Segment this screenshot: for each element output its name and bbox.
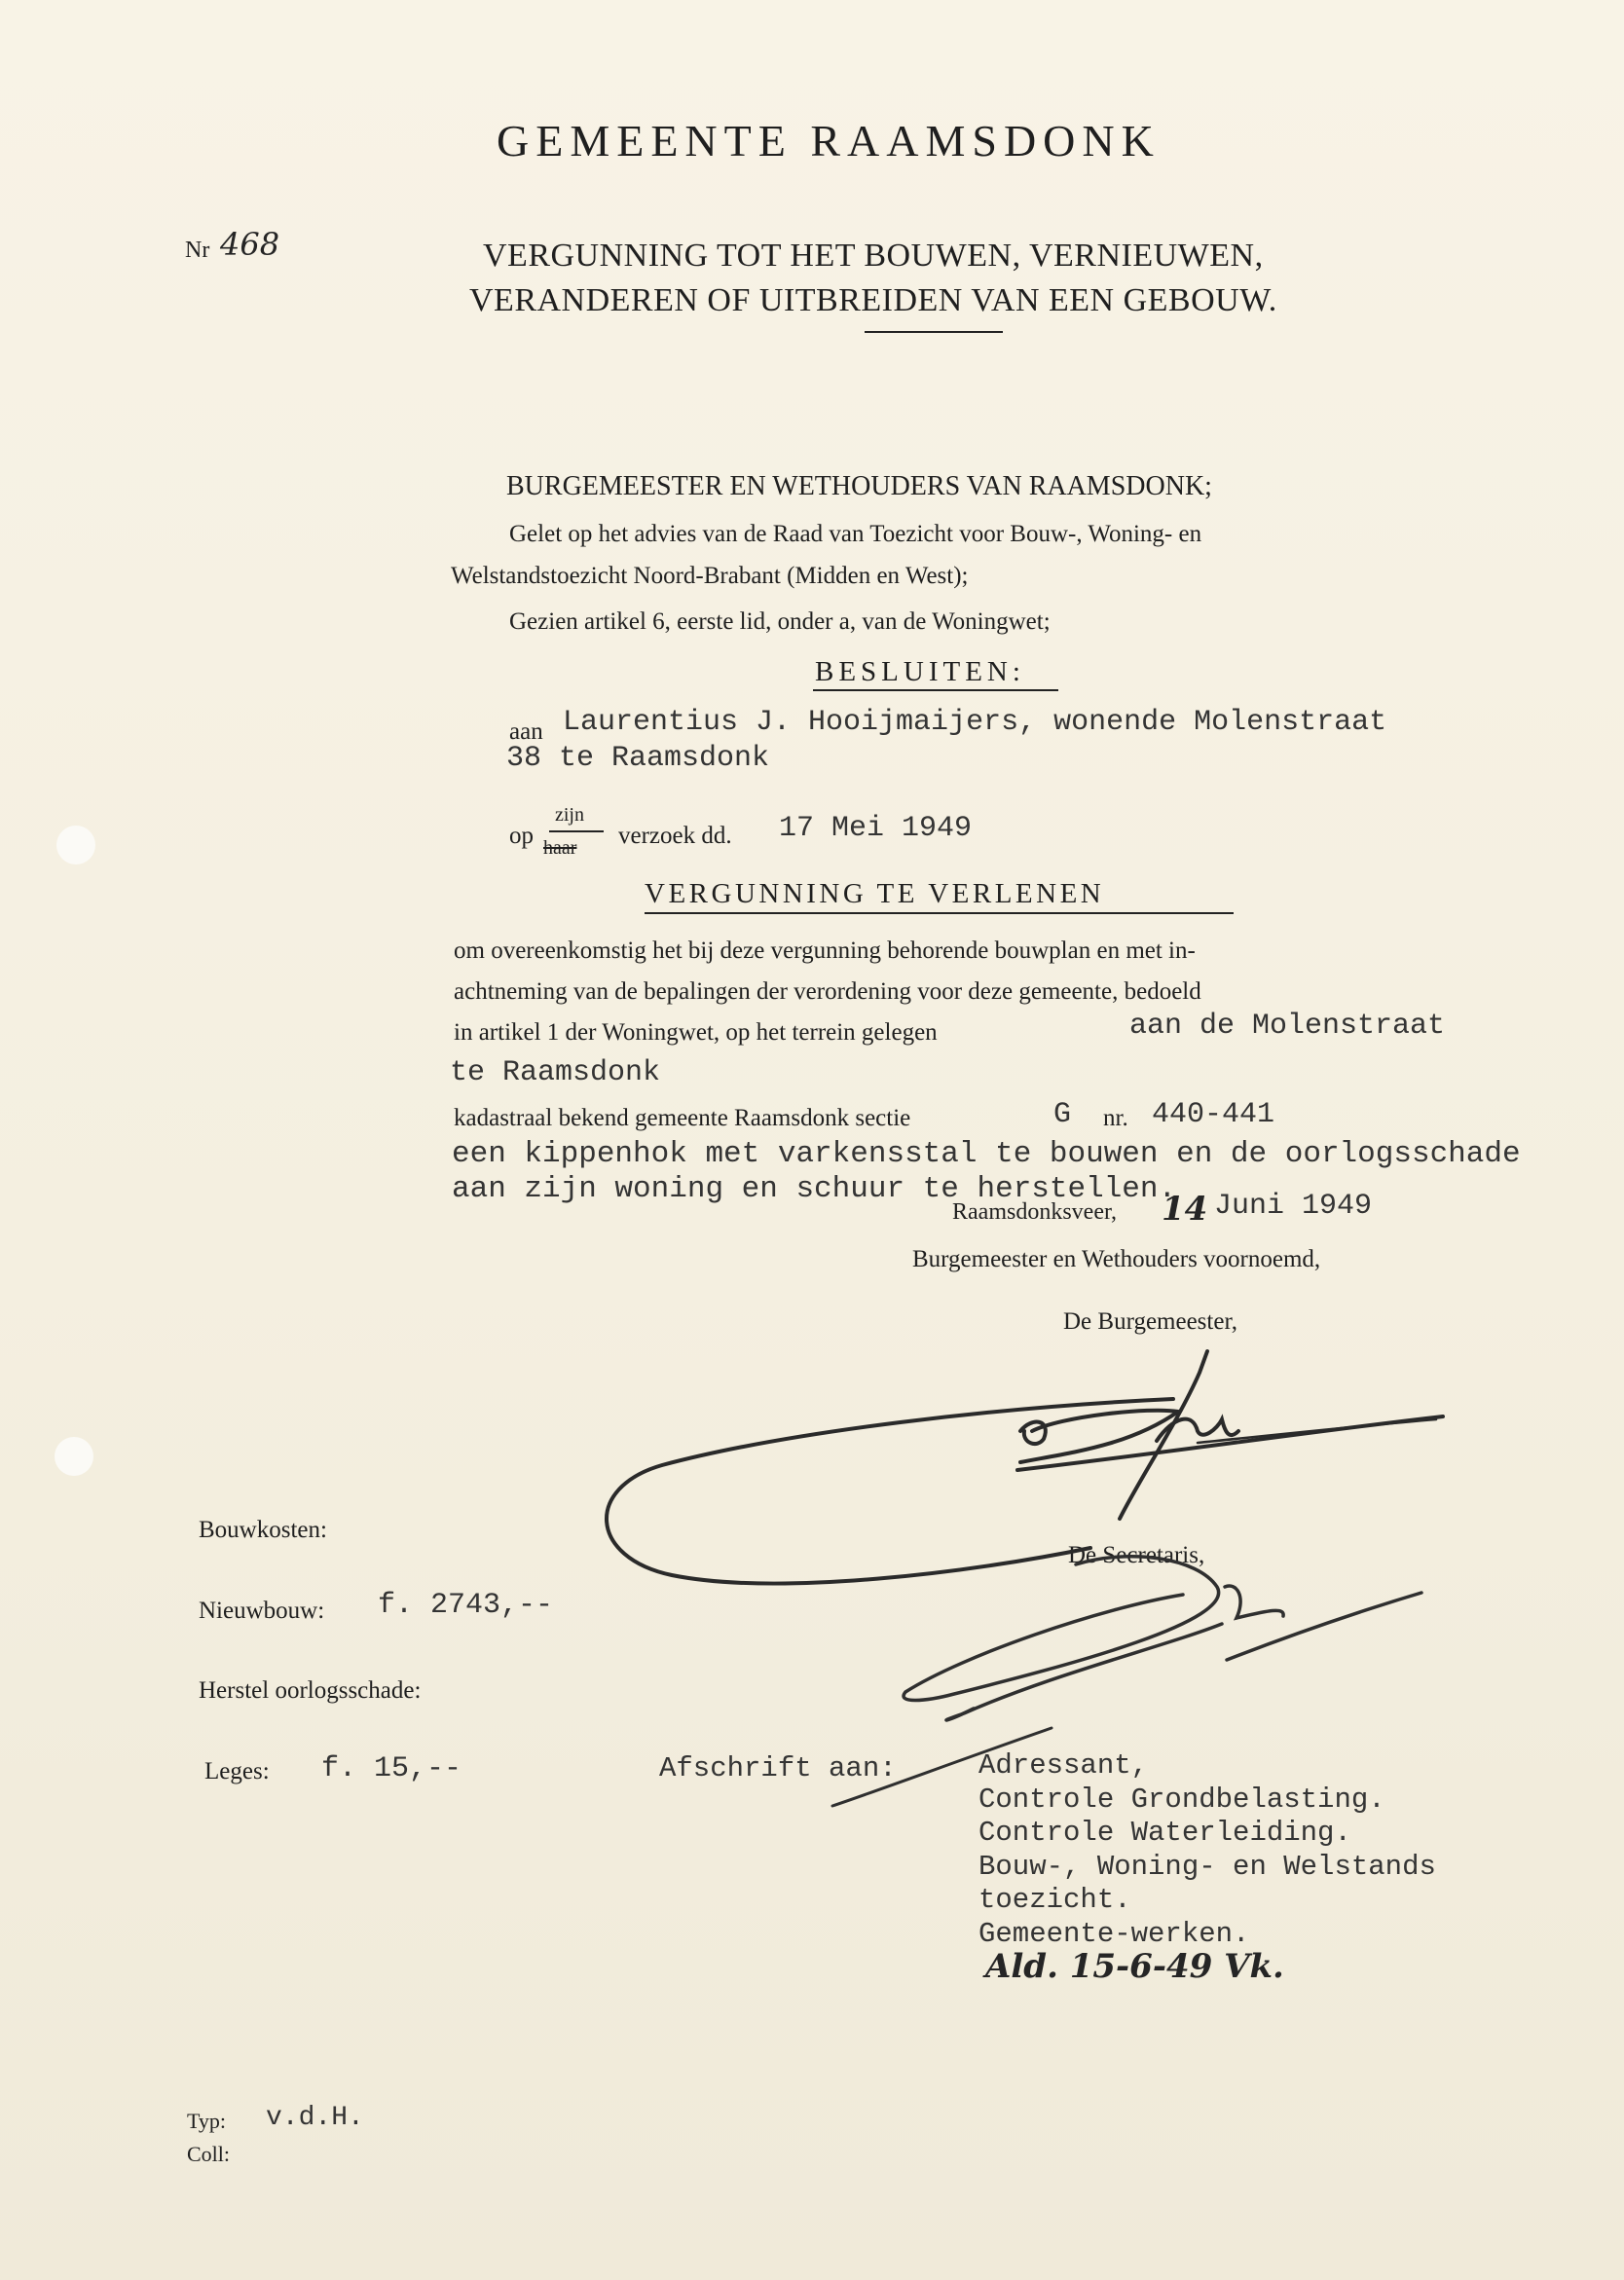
copy-recipient: toezicht. bbox=[978, 1884, 1131, 1916]
op-label: op bbox=[509, 823, 534, 849]
issue-date: Juni 1949 bbox=[1214, 1190, 1373, 1223]
description-line2: aan zijn woning en schuur te herstellen. bbox=[452, 1172, 1177, 1206]
herstel-label: Herstel oorlogsschade: bbox=[199, 1677, 422, 1704]
request-date: 17 Mei 1949 bbox=[779, 812, 973, 845]
vergunning-heading: VERGUNNING TE VERLENEN bbox=[645, 878, 1105, 909]
zijn-option: zijn bbox=[555, 804, 584, 826]
permit-subtitle-line1: VERGUNNING TOT HET BOUWEN, VERNIEUWEN, bbox=[483, 238, 1264, 274]
conditions-line3: in artikel 1 der Woningwet, op het terrein gelegen bbox=[454, 1019, 938, 1046]
nr-label: nr. bbox=[1103, 1105, 1128, 1131]
sectie-value: G bbox=[1053, 1098, 1072, 1131]
closing-line: Burgemeester en Wethouders voornoemd, bbox=[912, 1246, 1321, 1272]
typ-value: v.d.H. bbox=[266, 2103, 364, 2133]
coll-label: Coll: bbox=[187, 2142, 231, 2166]
burgemeester-label: De Burgemeester, bbox=[1063, 1308, 1238, 1335]
nieuwbouw-label: Nieuwbouw: bbox=[199, 1598, 325, 1624]
copy-recipient: Controle Grondbelasting. bbox=[978, 1783, 1385, 1816]
description-line1: een kippenhok met varkensstal te bouwen en de oorlogsschade bbox=[452, 1137, 1521, 1171]
parcel-number: 440-441 bbox=[1152, 1098, 1275, 1131]
leges-value: f. 15,-- bbox=[321, 1752, 462, 1785]
addressee-heading: BURGEMEESTER EN WETHOUDERS VAN RAAMSDONK; bbox=[506, 471, 1212, 501]
sent-note: Ald. 15-6-49 Vk. bbox=[985, 1947, 1284, 1986]
location-line1: aan de Molenstraat bbox=[1129, 1010, 1446, 1043]
haar-option-struck: haar bbox=[543, 837, 577, 859]
besluiten-heading: BESLUITEN: bbox=[815, 656, 1025, 687]
location-line2: te Raamsdonk bbox=[450, 1056, 661, 1089]
applicant-line1: Laurentius J. Hooijmaijers, wonende Molenstraat bbox=[563, 706, 1387, 739]
issue-day: 14 bbox=[1162, 1190, 1208, 1229]
burgemeester-signature bbox=[607, 1351, 1443, 1583]
copy-recipient: Bouw-, Woning- en Welstands bbox=[978, 1850, 1436, 1883]
leges-label: Leges: bbox=[204, 1758, 270, 1784]
bouwkosten-label: Bouwkosten: bbox=[199, 1517, 327, 1543]
permit-number: 468 bbox=[220, 226, 280, 263]
applicant-line2: 38 te Raamsdonk bbox=[506, 742, 770, 775]
verzoek-label: verzoek dd. bbox=[618, 823, 732, 849]
copy-recipient: Adressant, bbox=[978, 1749, 1149, 1782]
aan-label: aan bbox=[509, 718, 543, 745]
copy-recipient: Controle Waterleiding. bbox=[978, 1817, 1351, 1849]
municipality-title: GEMEENTE RAAMSDONK bbox=[497, 116, 1161, 165]
gezien-line: Gezien artikel 6, eerste lid, onder a, van de Woningwet; bbox=[509, 608, 1051, 635]
typ-label: Typ: bbox=[187, 2109, 227, 2133]
conditions-line2: achtneming van de bepalingen der verordening voor deze gemeente, bedoeld bbox=[454, 978, 1201, 1005]
nieuwbouw-value: f. 2743,-- bbox=[378, 1589, 554, 1622]
number-label: Nr bbox=[185, 238, 210, 263]
conditions-line1: om overeenkomstig het bij deze vergunning behorende bouwplan en met in- bbox=[454, 938, 1196, 964]
secretaris-label: De Secretaris, bbox=[1068, 1542, 1205, 1568]
gelet-line2: Welstandstoezicht Noord-Brabant (Midden en West); bbox=[451, 563, 969, 589]
permit-subtitle-line2: VERANDEREN OF UITBREIDEN VAN EEN GEBOUW. bbox=[469, 282, 1277, 318]
secretaris-signature bbox=[832, 1557, 1421, 1806]
issue-place: Raamsdonksveer, bbox=[952, 1199, 1117, 1225]
afschrift-label: Afschrift aan: bbox=[659, 1752, 897, 1784]
copy-recipient: Gemeente-werken. bbox=[978, 1917, 1250, 1950]
gelet-line1: Gelet op het advies van de Raad van Toezicht voor Bouw-, Woning- en bbox=[509, 521, 1202, 547]
kadastraal-label: kadastraal bekend gemeente Raamsdonk sectie bbox=[454, 1105, 911, 1131]
